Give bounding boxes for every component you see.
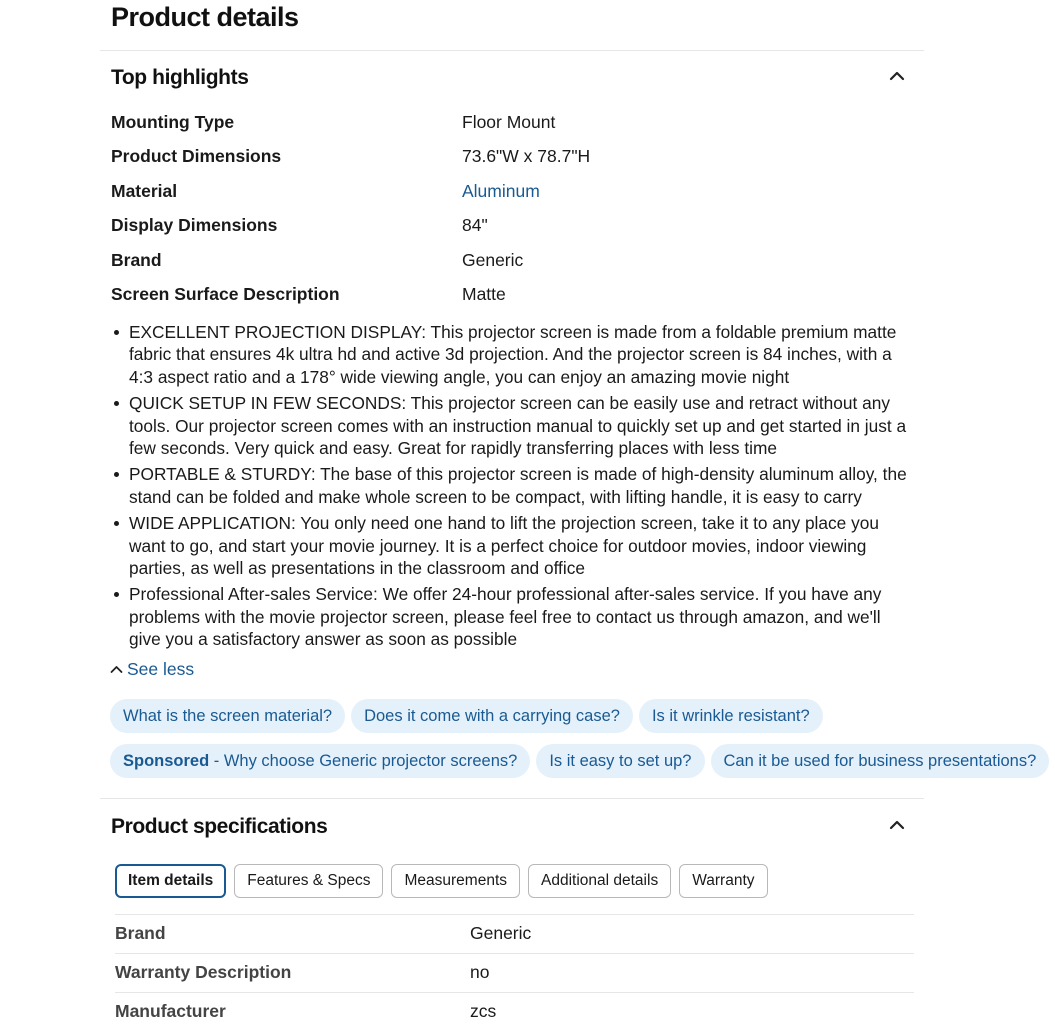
chevron-up-icon[interactable] bbox=[888, 816, 906, 834]
question-chip[interactable]: Is it easy to set up? bbox=[536, 744, 704, 778]
question-chip[interactable]: Is it wrinkle resistant? bbox=[639, 699, 823, 733]
question-chips-row bbox=[110, 699, 928, 735]
highlight-label: Brand bbox=[111, 250, 162, 270]
spec-value: zcs bbox=[470, 1001, 497, 1021]
sponsored-label: Sponsored bbox=[123, 752, 210, 770]
tab-warranty[interactable]: Warranty bbox=[679, 864, 767, 898]
see-less-label: See less bbox=[127, 659, 195, 679]
question-chip[interactable]: Does it come with a carrying case? bbox=[351, 699, 633, 733]
question-chip[interactable]: What is the screen material? bbox=[110, 699, 345, 733]
highlight-row bbox=[111, 250, 911, 276]
highlight-value: 84" bbox=[462, 215, 488, 235]
spec-row bbox=[115, 992, 914, 1032]
spec-value: no bbox=[470, 962, 490, 982]
highlight-row bbox=[111, 146, 911, 172]
highlight-row bbox=[111, 112, 911, 138]
tab-features-specs[interactable]: Features & Specs bbox=[234, 864, 383, 898]
highlight-value: Matte bbox=[462, 284, 506, 304]
divider bbox=[100, 50, 924, 51]
highlight-label: Display Dimensions bbox=[111, 215, 278, 235]
highlight-row bbox=[111, 215, 911, 241]
spec-row bbox=[115, 953, 914, 993]
feature-bullet: PORTABLE & STURDY: The base of this projector screen is made of high-density aluminum alloy, the stand can be folded and make whole screen to be compact, with lifting handle, it is easy to carry bbox=[111, 463, 916, 508]
spec-tabs bbox=[115, 864, 776, 900]
spec-label: Brand bbox=[115, 923, 166, 943]
question-chips-row bbox=[110, 744, 1037, 780]
feature-bullet: EXCELLENT PROJECTION DISPLAY: This projector screen is made from a foldable premium matte fabric that ensures 4k ultra hd and active 3d projection. And the projector screen is 84 inches, with a 4:3 aspect ratio and a 178° wide viewing angle, you can enjoy an amazing movie night bbox=[111, 321, 916, 388]
highlight-label: Screen Surface Description bbox=[111, 284, 340, 304]
material-link[interactable]: Aluminum bbox=[462, 181, 540, 201]
page-title: Product details bbox=[111, 2, 299, 32]
spec-label: Warranty Description bbox=[115, 962, 292, 982]
highlight-label: Mounting Type bbox=[111, 112, 235, 132]
tab-additional-details[interactable]: Additional details bbox=[528, 864, 671, 898]
highlight-value: Generic bbox=[462, 250, 524, 270]
specifications-title: Product specifications bbox=[111, 815, 328, 838]
highlight-label: Product Dimensions bbox=[111, 146, 282, 166]
sponsored-text: - Why choose Generic projector screens? bbox=[209, 752, 518, 770]
highlight-row bbox=[111, 181, 911, 207]
feature-bullet: QUICK SETUP IN FEW SECONDS: This projector screen can be easily use and retract without any tools. Our projector screen comes with an instruction manual to quickly set up and get started in just a few seconds. Very quick and easy. Great for rapidly transferring places with less time bbox=[111, 392, 916, 459]
feature-bullets bbox=[111, 321, 916, 655]
chevron-up-icon bbox=[110, 663, 123, 676]
highlight-row bbox=[111, 284, 911, 310]
sponsored-question-chip[interactable] bbox=[110, 744, 530, 778]
spec-label: Manufacturer bbox=[115, 1001, 226, 1021]
spec-value: Generic bbox=[470, 923, 532, 943]
tab-item-details[interactable]: Item details bbox=[115, 864, 226, 898]
highlight-label: Material bbox=[111, 181, 178, 201]
highlights-title: Top highlights bbox=[111, 66, 249, 89]
chevron-up-icon[interactable] bbox=[888, 67, 906, 85]
feature-bullet: WIDE APPLICATION: You only need one hand to lift the projection screen, take it to any place you want to go, and start your movie journey. It is a perfect choice for outdoor movies, indoor viewing parties, as well as presentations in the classroom and office bbox=[111, 512, 916, 579]
question-chip[interactable]: Can it be used for business presentations? bbox=[711, 744, 1050, 778]
spec-row bbox=[115, 914, 914, 954]
divider bbox=[100, 798, 924, 799]
tab-measurements[interactable]: Measurements bbox=[391, 864, 520, 898]
highlight-value: 73.6"W x 78.7"H bbox=[462, 146, 591, 166]
see-less-button[interactable] bbox=[110, 659, 194, 680]
feature-bullet: Professional After-sales Service: We offer 24-hour professional after-sales service. If you have any problems with the movie projector screen, please feel free to contact us through amazon, and we'll give you a satisfactory answer as soon as possible bbox=[111, 583, 916, 650]
highlight-value: Floor Mount bbox=[462, 112, 556, 132]
